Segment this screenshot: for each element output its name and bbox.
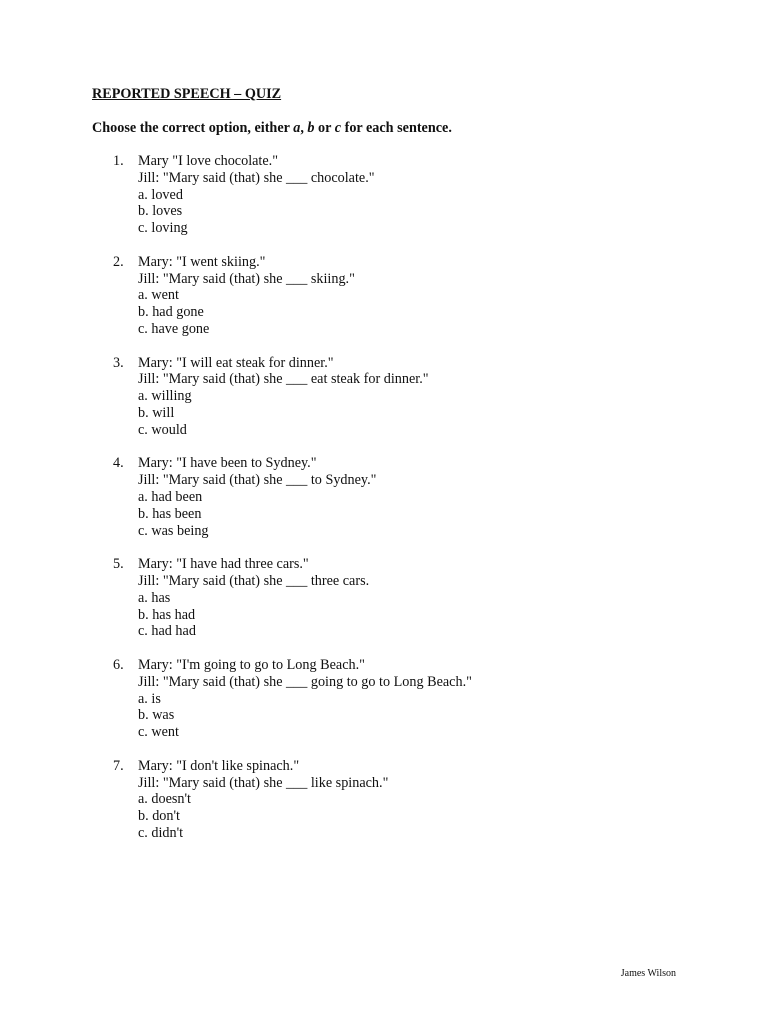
option-b: b. don't bbox=[138, 808, 180, 825]
question-report: Jill: "Mary said (that) she ___ three cars. bbox=[138, 572, 370, 589]
option-c: c. would bbox=[138, 421, 187, 438]
quiz-title: REPORTED SPEECH – QUIZ bbox=[92, 86, 282, 102]
instruction-sep-1: , bbox=[300, 120, 308, 136]
option-c: c. had had bbox=[138, 623, 196, 640]
question-prompt: Mary: "I will eat steak for dinner." bbox=[138, 354, 334, 371]
option-b: b. loves bbox=[138, 203, 183, 220]
question-number: 5. bbox=[113, 556, 124, 573]
instruction-option-b: b bbox=[307, 120, 315, 136]
question-body bbox=[138, 657, 472, 741]
instruction-option-a: a bbox=[293, 120, 301, 136]
question-number: 7. bbox=[113, 757, 124, 774]
question-item bbox=[0, 556, 768, 640]
question-item bbox=[0, 254, 768, 338]
option-c: c. loving bbox=[138, 220, 188, 237]
option-a: a. willing bbox=[138, 388, 192, 405]
option-a: a. went bbox=[138, 287, 179, 304]
option-b: b. will bbox=[138, 404, 175, 421]
option-c: c. have gone bbox=[138, 320, 210, 337]
option-a: a. doesn't bbox=[138, 791, 191, 808]
question-item bbox=[0, 455, 768, 539]
option-c: c. went bbox=[138, 724, 179, 741]
question-number: 6. bbox=[113, 656, 124, 673]
option-a: a. is bbox=[138, 690, 161, 707]
question-body bbox=[138, 254, 355, 338]
question-prompt: Mary "I love chocolate." bbox=[138, 153, 279, 169]
question-prompt: Mary: "I have had three cars." bbox=[138, 556, 309, 573]
option-b: b. had gone bbox=[138, 304, 204, 321]
option-c: c. was being bbox=[138, 522, 209, 539]
question-prompt: Mary: "I have been to Sydney." bbox=[138, 455, 317, 472]
option-b: b. was bbox=[138, 707, 175, 724]
footer-author: James Wilson bbox=[620, 968, 676, 979]
question-prompt: Mary: "I'm going to go to Long Beach." bbox=[138, 656, 365, 673]
question-number: 4. bbox=[113, 455, 124, 472]
instruction-prefix: Choose the correct option, either bbox=[92, 120, 294, 136]
question-number: 3. bbox=[113, 354, 124, 371]
question-item bbox=[0, 355, 768, 439]
question-report: Jill: "Mary said (that) she ___ eat steak for dinner." bbox=[138, 371, 429, 388]
question-body bbox=[138, 556, 369, 640]
question-report: Jill: "Mary said (that) she ___ going to go to Long Beach." bbox=[138, 673, 472, 690]
option-c: c. didn't bbox=[138, 824, 184, 841]
question-body bbox=[138, 455, 376, 539]
question-report: Jill: "Mary said (that) she ___ chocolate." bbox=[138, 169, 375, 186]
question-body bbox=[138, 355, 429, 439]
option-a: a. has bbox=[138, 589, 171, 606]
option-b: b. has been bbox=[138, 505, 202, 522]
question-prompt: Mary: "I don't like spinach." bbox=[138, 757, 300, 774]
instruction-option-c: c bbox=[334, 120, 342, 136]
question-item bbox=[0, 153, 768, 237]
instruction-sep-2: or bbox=[314, 120, 335, 136]
question-body bbox=[138, 153, 375, 237]
option-a: a. had been bbox=[138, 488, 203, 505]
question-list bbox=[0, 153, 768, 859]
question-number: 1. bbox=[113, 153, 124, 169]
question-report: Jill: "Mary said (that) she ___ like spinach." bbox=[138, 774, 389, 791]
option-a: a. loved bbox=[138, 186, 183, 203]
question-number: 2. bbox=[113, 253, 124, 270]
option-b: b. has had bbox=[138, 606, 196, 623]
question-body bbox=[138, 758, 388, 842]
question-report: Jill: "Mary said (that) she ___ to Sydney." bbox=[138, 472, 377, 489]
instruction-suffix: for each sentence. bbox=[341, 120, 452, 136]
question-item bbox=[0, 657, 768, 741]
quiz-instruction bbox=[92, 120, 452, 137]
question-report: Jill: "Mary said (that) she ___ skiing." bbox=[138, 270, 355, 287]
question-item bbox=[0, 758, 768, 842]
question-prompt: Mary: "I went skiing." bbox=[138, 253, 266, 270]
